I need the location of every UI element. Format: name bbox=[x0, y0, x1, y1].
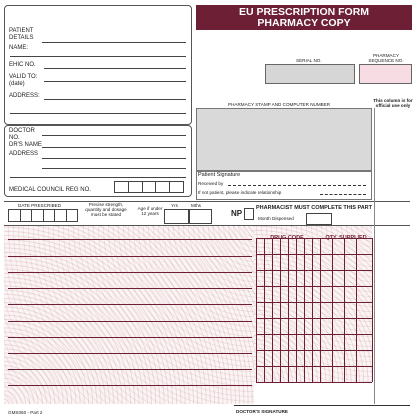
month-dispensed-box[interactable] bbox=[306, 213, 332, 225]
official-use-column bbox=[374, 108, 411, 404]
council-reg-boxes[interactable] bbox=[114, 181, 184, 193]
drs-name-label: DR'S NAME bbox=[9, 142, 42, 148]
doctor-address-line-2[interactable] bbox=[42, 168, 186, 169]
doctor-signature-line[interactable] bbox=[234, 405, 410, 406]
form-title: EU PRESCRIPTION FORM bbox=[238, 6, 370, 18]
serial-no-box[interactable] bbox=[265, 64, 355, 84]
precise-strength-label: Precise strength, quantity and dosage must be stated bbox=[85, 202, 127, 217]
ehic-line[interactable] bbox=[44, 68, 186, 69]
drug-code-header: DRUG CODE bbox=[270, 235, 304, 241]
address-label: ADDRESS: bbox=[9, 93, 40, 99]
doctor-signature-label: DOCTOR'S SIGNATURE bbox=[236, 409, 288, 414]
doctor-no-label: DOCTOR NO. bbox=[9, 128, 35, 141]
date-prescribed-boxes[interactable] bbox=[8, 209, 78, 222]
age-label: Age if under 12 years bbox=[137, 206, 163, 216]
received-by-line[interactable] bbox=[228, 185, 366, 186]
month-dispensed-label: Month Dispensed bbox=[258, 216, 294, 221]
mths-box[interactable] bbox=[188, 209, 212, 224]
name-label: NAME: bbox=[9, 45, 29, 51]
received-by-label: Received by bbox=[198, 181, 224, 186]
doctor-address-line-1[interactable] bbox=[42, 158, 186, 159]
relationship-line[interactable] bbox=[320, 194, 366, 195]
council-label: MEDICAL COUNCIL REG NO. bbox=[9, 187, 91, 193]
yrs-box[interactable] bbox=[164, 209, 190, 224]
form-code: GMS060 - Part 2 bbox=[8, 410, 43, 415]
ehic-label: EHIC NO. bbox=[9, 62, 36, 68]
pharmacy-sequence-label: PHARMACY SEQUENCE NO. bbox=[368, 53, 404, 63]
pharmacist-must-complete: PHARMACIST MUST COMPLETE THIS PART bbox=[256, 205, 373, 211]
form-title-banner bbox=[196, 5, 412, 30]
np-box[interactable] bbox=[244, 208, 254, 220]
doctor-address-line-3[interactable] bbox=[10, 177, 186, 178]
yrs-label: Yrs bbox=[171, 203, 178, 208]
drs-name-line[interactable] bbox=[42, 147, 186, 148]
name-line-2[interactable] bbox=[10, 56, 186, 57]
doctor-no-line[interactable] bbox=[42, 135, 186, 136]
relationship-label: If not patient, please indicate relationship bbox=[198, 190, 282, 195]
form-subtitle: PHARMACY COPY bbox=[257, 17, 351, 29]
official-use-label: This column is for official use only bbox=[373, 98, 413, 108]
address-line-1[interactable] bbox=[44, 99, 186, 100]
patient-details-label: PATIENT DETAILS bbox=[9, 28, 34, 41]
qty-supplied-header: QTY. SUPPLIED bbox=[325, 235, 367, 241]
serial-no-label: SERIAL NO. bbox=[296, 58, 322, 63]
np-label: NP bbox=[231, 209, 243, 218]
valid-to-line[interactable] bbox=[44, 81, 186, 82]
name-line[interactable] bbox=[42, 42, 186, 43]
pharmacy-stamp-box[interactable] bbox=[196, 108, 372, 172]
patient-signature-label: Patient Signature bbox=[198, 172, 241, 178]
address-line-2[interactable] bbox=[10, 113, 186, 114]
mths-label: Mths bbox=[191, 203, 201, 208]
date-prescribed-label: DATE PRESCRIBED bbox=[18, 203, 62, 208]
doctor-address-label: ADDRESS bbox=[9, 151, 39, 157]
pharmacy-sequence-box[interactable] bbox=[359, 64, 412, 84]
pharmacy-stamp-label: PHARMACY STAMP AND COMPUTER NUMBER bbox=[228, 102, 331, 107]
valid-to-label: VALID TO: (date) bbox=[9, 74, 38, 87]
prescription-area[interactable] bbox=[4, 226, 254, 404]
